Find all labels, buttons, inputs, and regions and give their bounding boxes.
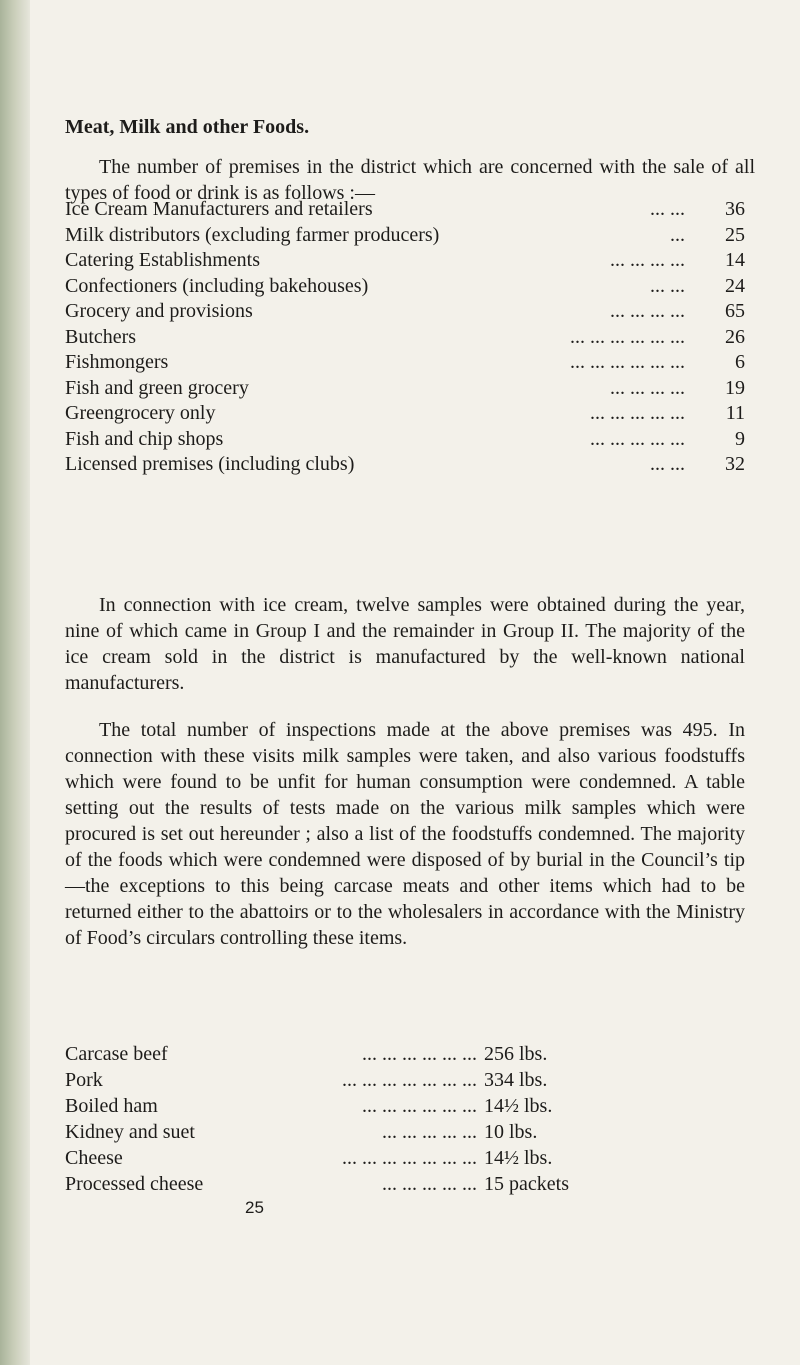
leader-dots: ...: [670, 223, 685, 246]
list-item: [65, 1145, 745, 1171]
intro-paragraph: The number of premises in the district which are concerned with the sale of all types of food or drink is as follows :—: [65, 156, 755, 204]
item-label: Fish and green grocery: [65, 376, 249, 399]
list-item: [65, 1093, 745, 1119]
item-label: Processed cheese: [65, 1173, 204, 1195]
leader-dots: ... ...: [650, 198, 685, 220]
page-number: 25: [245, 1198, 264, 1217]
item-value: 11: [725, 402, 745, 424]
list-item: [65, 274, 745, 300]
leader-dots: ... ... ... ...: [610, 376, 685, 399]
ice-cream-paragraph: In connection with ice cream, twelve samples were obtained during the year, nine of which came in Group I and the remainder in Group II. The majority of the ice cream sold in the district is manufactured by the well-known national manufacturers.: [65, 594, 745, 694]
item-label: Licensed premises (including clubs): [65, 453, 355, 475]
item-label: Kidney and suet: [65, 1121, 195, 1143]
premises-list: [65, 197, 745, 478]
item-label: Cheese: [65, 1147, 123, 1169]
item-label: Milk distributors (excluding farmer producers): [65, 223, 440, 246]
item-value: 256 lbs.: [484, 1043, 548, 1065]
leader-dots: ... ... ... ... ... ...: [570, 351, 685, 373]
leader-dots: ... ... ... ... ...: [382, 1121, 477, 1143]
leader-dots: ... ... ... ... ... ... ...: [342, 1069, 477, 1091]
leader-dots: ... ... ... ... ...: [382, 1173, 477, 1195]
leader-dots: ... ... ... ... ...: [590, 402, 685, 424]
item-value: 9: [735, 427, 745, 450]
item-value: 26: [725, 325, 745, 348]
item-label: Fishmongers: [65, 351, 169, 373]
leader-dots: ... ... ... ... ...: [590, 427, 685, 450]
item-value: 6: [735, 351, 745, 373]
section-heading: Meat, Milk and other Foods.: [65, 116, 310, 138]
leader-dots: ... ...: [650, 274, 685, 297]
leader-dots: ... ... ... ...: [610, 249, 685, 271]
condemned-foods-list: [65, 1041, 745, 1197]
item-value: 14: [725, 249, 745, 271]
list-item: [65, 248, 745, 274]
leader-dots: ... ... ... ... ... ...: [570, 325, 685, 348]
item-label: Boiled ham: [65, 1095, 158, 1117]
item-value: 14½ lbs.: [484, 1095, 553, 1117]
list-item: [65, 223, 745, 249]
list-item: [65, 1041, 745, 1067]
leader-dots: ... ... ... ... ... ... ...: [342, 1147, 477, 1169]
leader-dots: ... ...: [650, 453, 685, 475]
item-label: Confectioners (including bakehouses): [65, 274, 369, 297]
list-item: [65, 299, 745, 325]
item-value: 10 lbs.: [484, 1121, 538, 1143]
item-value: 65: [725, 300, 745, 322]
list-item: [65, 452, 745, 478]
leader-dots: ... ... ... ... ... ...: [362, 1043, 477, 1065]
list-item: [65, 325, 745, 351]
item-value: 36: [725, 198, 745, 220]
list-item: [65, 376, 745, 402]
list-item: [65, 1119, 745, 1145]
item-label: Carcase beef: [65, 1043, 168, 1065]
item-label: Ice Cream Manufacturers and retailers: [65, 198, 373, 220]
list-item: [65, 197, 745, 223]
list-item: [65, 1067, 745, 1093]
item-label: Butchers: [65, 325, 137, 348]
leader-dots: ... ... ... ...: [610, 300, 685, 322]
list-item: [65, 427, 745, 453]
list-item: [65, 1171, 745, 1197]
item-label: Greengrocery only: [65, 402, 216, 424]
item-value: 24: [725, 274, 745, 297]
item-value: 15 packets: [484, 1173, 569, 1195]
leader-dots: ... ... ... ... ... ...: [362, 1095, 477, 1117]
item-value: 14½ lbs.: [484, 1147, 553, 1169]
inspections-paragraph: The total number of inspections made at the above premises was 495. In connection with these visits milk samples were taken, and also various foodstuffs which were found to be unfit for human consumption were condemned. A table setting out the results of tests made on the various milk samples which were procured is set out hereunder ; also a list of the foodstuffs condemned. The majority of the foods which were condemned were disposed of by burial in the Council’s tip—the exceptions to this being carcase meats and other items which had to be returned either to the abattoirs or to the wholesalers in accordance with the Ministry of Food’s circulars controlling these items.: [65, 719, 745, 949]
item-value: 32: [725, 453, 745, 475]
list-item: [65, 350, 745, 376]
item-value: 334 lbs.: [484, 1069, 548, 1091]
item-label: Catering Establishments: [65, 249, 260, 271]
list-item: [65, 401, 745, 427]
item-value: 19: [725, 376, 745, 399]
item-label: Fish and chip shops: [65, 427, 224, 450]
item-label: Grocery and provisions: [65, 300, 253, 322]
item-value: 25: [725, 223, 745, 246]
item-label: Pork: [65, 1069, 103, 1091]
